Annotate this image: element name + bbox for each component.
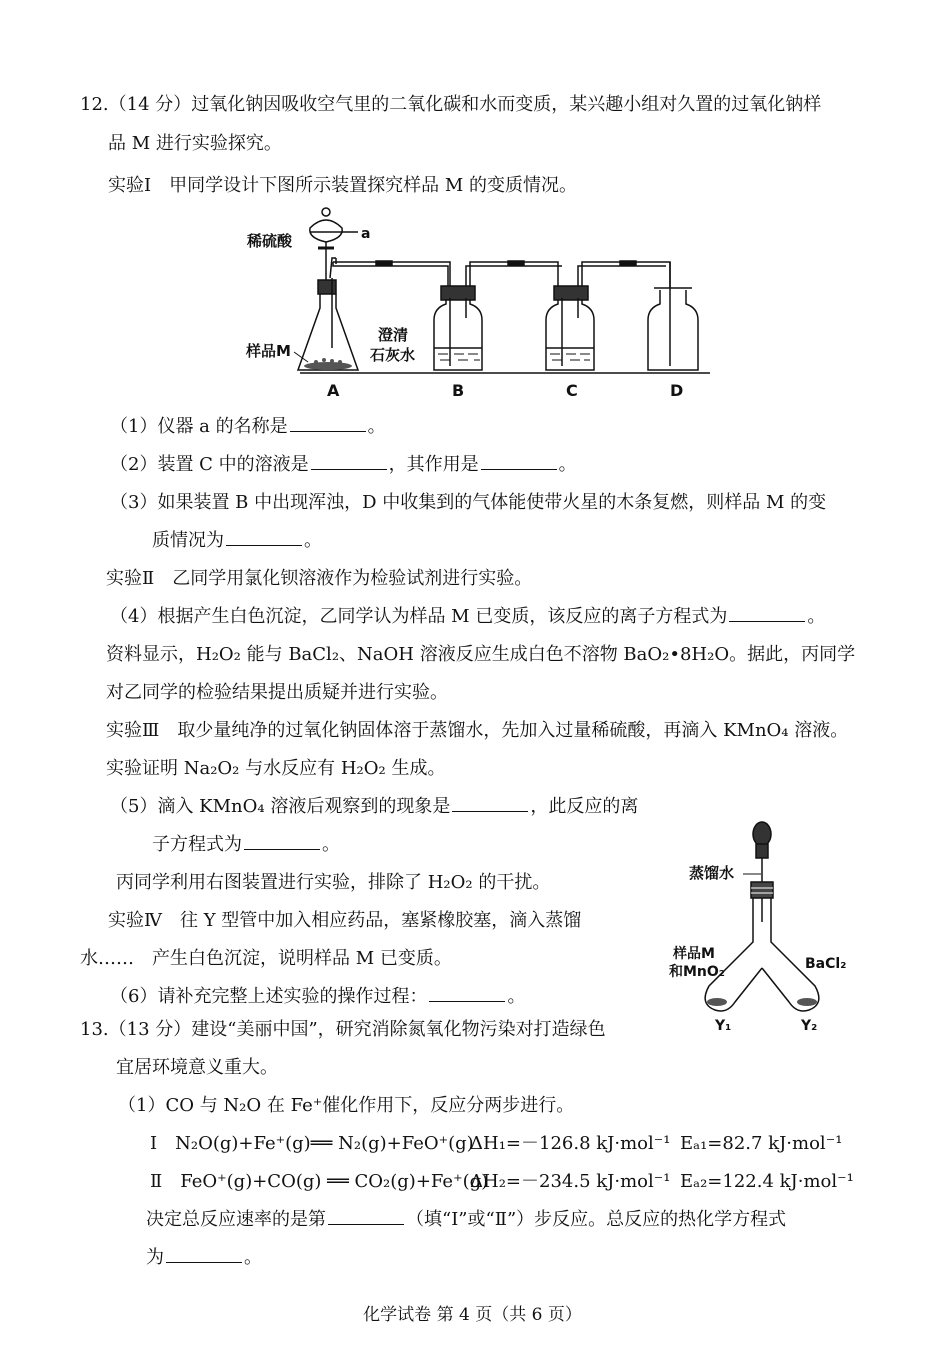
reaction-1-equation: Ⅰ N₂O(g)+Fe⁺(g)══ N₂(g)+FeO⁺(g)	[150, 1133, 474, 1154]
question-3-text: 质情况为	[152, 530, 224, 551]
label-bacl2: BaCl₂	[805, 956, 847, 972]
question-5-end: 。	[322, 834, 340, 855]
bottle-c	[546, 286, 594, 370]
q13-line-1: 13.（13 分）建设“美丽中国”，研究消除氮氧化物污染对打造绿色	[80, 1019, 606, 1040]
info-line-2: 对乙同学的检验结果提出质疑并进行实验。	[106, 682, 448, 703]
question-5-mid: ，此反应的离	[530, 796, 639, 817]
label-dilute-sulfuric-acid: 稀硫酸	[247, 232, 293, 250]
experiment-4-line-2: 水…… 产生白色沉淀，说明样品 M 已变质。	[80, 948, 452, 969]
reaction-2-enthalpy: ΔH₂=－234.5 kJ·mol⁻¹	[470, 1171, 671, 1192]
q13-question-line-1	[146, 1208, 786, 1232]
bottle-d	[648, 262, 698, 370]
answer-blank-4[interactable]	[729, 605, 805, 622]
conical-flask-a	[298, 258, 358, 370]
question-2	[110, 453, 577, 477]
question-5-text-2: 子方程式为	[152, 834, 242, 855]
question-5-text: （5）滴入 KMnO₄ 溶液后观察到的现象是	[110, 796, 451, 817]
q13-question-end: 。	[244, 1247, 262, 1268]
info-line-1: 资料显示，H₂O₂ 能与 BaCl₂、NaOH 溶液反应生成白色不溶物 BaO₂•8H₂O。据此，丙同学	[106, 644, 856, 665]
answer-blank-2b[interactable]	[481, 453, 557, 470]
q13-question-text: 决定总反应速率的是第	[146, 1209, 326, 1230]
label-a-flask: A	[327, 381, 340, 400]
label-sample-mno2-1: 样品M	[673, 946, 715, 962]
reaction-1-activation: Eₐ₁=82.7 kJ·mol⁻¹	[680, 1133, 843, 1154]
question-2-mid: ，其作用是	[388, 454, 479, 475]
question-5-line-2	[152, 833, 340, 857]
question-4-end: 。	[807, 606, 826, 627]
label-distilled-water: 蒸馏水	[689, 864, 735, 882]
question-3-end: 。	[304, 530, 322, 551]
q13-question-mid: （填“Ⅰ”或“Ⅱ”）步反应。总反应的热化学方程式	[406, 1209, 787, 1230]
experiment-1-heading: 实验Ⅰ 甲同学设计下图所示装置探究样品 M 的变质情况。	[108, 175, 577, 196]
experiment-2-heading: 实验Ⅱ 乙同学用氯化钡溶液作为检验试剂进行实验。	[106, 568, 533, 589]
q13-question-line-2	[146, 1246, 262, 1270]
label-c-bottle: C	[566, 381, 578, 400]
label-a: a	[361, 226, 371, 242]
reaction-1-enthalpy: ΔH₁=－126.8 kJ·mol⁻¹	[470, 1133, 671, 1154]
experiment-4-line-1: 实验Ⅳ 往 Y 型管中加入相应药品，塞紧橡胶塞，滴入蒸馏	[108, 910, 582, 931]
label-b-bottle: B	[452, 381, 465, 400]
separatory-funnel-icon	[310, 208, 358, 290]
answer-blank-6[interactable]	[429, 985, 505, 1002]
question-1-end: 。	[367, 416, 386, 437]
answer-blank-5a[interactable]	[452, 795, 528, 812]
connecting-tubes	[333, 258, 670, 290]
reaction-2-equation: Ⅱ FeO⁺(g)+CO(g) ══ CO₂(g)+Fe⁺(g)	[150, 1171, 489, 1192]
label-y1: Y₁	[715, 1018, 732, 1034]
answer-blank-13a[interactable]	[328, 1208, 404, 1225]
reaction-2-activation: Eₐ₂=122.4 kJ·mol⁻¹	[680, 1171, 854, 1192]
question-4	[110, 605, 825, 629]
q13-question-text-2: 为	[146, 1247, 164, 1268]
question-3-line-2	[152, 529, 322, 553]
q13-part-1: （1）CO 与 N₂O 在 Fe⁺催化作用下，反应分两步进行。	[118, 1095, 575, 1116]
q12-line-2: 品 M 进行实验探究。	[108, 133, 282, 154]
answer-blank-2a[interactable]	[311, 453, 387, 470]
question-1	[110, 415, 386, 439]
y-tube-contents	[707, 998, 817, 1006]
q13-line-2: 宜居环境意义重大。	[116, 1057, 278, 1078]
experiment-3-line-3: 丙同学利用右图装置进行实验，排除了 H₂O₂ 的干扰。	[116, 872, 551, 893]
question-2-text: （2）装置 C 中的溶液是	[110, 454, 309, 475]
label-limewater-1: 澄清	[378, 326, 409, 344]
answer-blank-13b[interactable]	[166, 1246, 242, 1263]
question-3-line-1: （3）如果装置 B 中出现浑浊，D 中收集到的气体能使带火星的木条复燃，则样品 M 的变	[110, 492, 827, 513]
question-4-text: （4）根据产生白色沉淀，乙同学认为样品 M 已变质，该反应的离子方程式为	[110, 606, 728, 627]
question-1-text: （1）仪器 a 的名称是	[110, 416, 288, 437]
answer-blank-3[interactable]	[226, 529, 302, 546]
question-6	[110, 985, 525, 1009]
y-tube-figure	[665, 818, 865, 1043]
bottle-b	[434, 286, 482, 370]
question-6-text: （6）请补充完整上述实验的操作过程：	[110, 986, 428, 1007]
question-5-line-1	[110, 795, 638, 819]
label-sample-m: 样品M	[246, 342, 291, 360]
label-sample-mno2-2: 和MnO₂	[669, 964, 725, 980]
answer-blank-5b[interactable]	[244, 833, 320, 850]
experiment-3-line-2: 实验证明 Na₂O₂ 与水反应有 H₂O₂ 生成。	[106, 758, 446, 779]
question-2-end: 。	[558, 454, 577, 475]
dropper-icon	[751, 822, 773, 922]
sample-m-powder	[304, 358, 352, 370]
apparatus-figure	[240, 198, 720, 403]
page-footer: 化学试卷 第 4 页（共 6 页）	[363, 1305, 582, 1325]
q12-line-1: 12.（14 分）过氧化钠因吸收空气里的二氧化碳和水而变质，某兴趣小组对久置的过氧化钠样	[80, 94, 822, 115]
label-limewater-2: 石灰水	[370, 346, 416, 364]
experiment-3-line-1: 实验Ⅲ 取少量纯净的过氧化钠固体溶于蒸馏水，先加入过量稀硫酸，再滴入 KMnO₄ 溶液。	[106, 720, 849, 741]
answer-blank-1[interactable]	[290, 415, 366, 432]
label-y2: Y₂	[801, 1018, 818, 1034]
label-d-bottle: D	[670, 381, 684, 400]
question-6-end: 。	[507, 986, 526, 1007]
